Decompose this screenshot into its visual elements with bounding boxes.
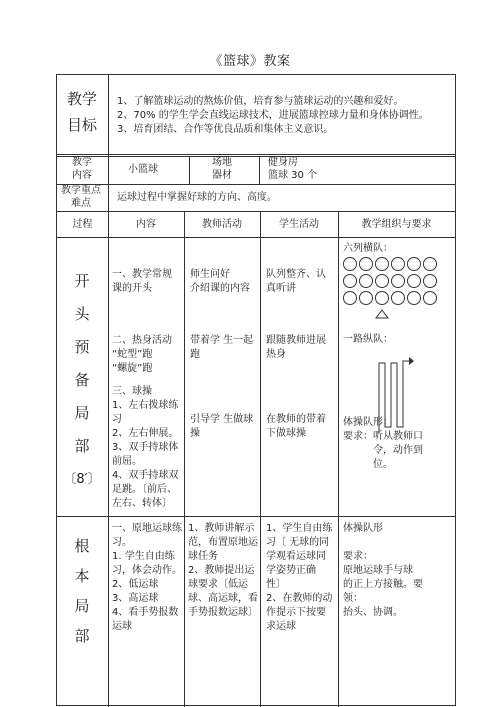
venue-value: 篮球 30 个 [268,170,318,181]
student-circle-icon [391,274,405,288]
teacher-line: 球任务 [188,551,218,562]
student-circle-icon [375,274,389,288]
content-line: 4、看手势报数 [112,607,179,618]
student-circle-icon [359,257,373,271]
stage-char: 开 [74,272,90,290]
student-circle-icon [359,291,373,305]
student-line: 下做球操 [266,428,306,439]
org-line: 抬头、协调。 [343,607,403,618]
student-circle-icon [375,291,389,305]
body-formation-label: 体操队形： [343,417,393,428]
org-line: 体操队形 [343,523,383,534]
student-line: 1、学生自由练 [266,523,333,534]
run-formation-label: 一路纵队： [343,334,393,345]
student-circle-icon [359,274,373,288]
column-header: 教师活动 [202,219,242,230]
content-line: 前屈。 [112,456,142,467]
student-line: 队列整齐、认 [266,269,326,280]
objective-item: 1、了解篮球运动的熬炼价值，培育参与篮球运动的兴趣和爱好。 [117,96,404,107]
teacher-line: 范，布置原地运 [188,537,258,548]
content-line: 左右、转体〕 [112,498,172,509]
student-line: 作提示下按要 [266,607,326,618]
student-line: 真听讲 [266,283,296,294]
content-label: 内容 [72,170,92,181]
col-divider [189,156,190,184]
org-requirement: 令，动作到 [373,445,423,456]
stage-char: 头 [74,305,90,323]
teacher-line: 球、高运球，看 [188,593,258,604]
col-divider [338,211,339,707]
lesson-plan-table [56,74,456,706]
venue-label: 器材 [212,170,232,181]
column-header: 内容 [136,219,156,230]
objectives-label: 目标 [67,116,98,134]
org-requirement: 位。 [373,459,393,470]
teacher-line: 引导学 生做球 [190,414,254,425]
venue-label: 场地 [212,157,232,168]
content-line: 一、原地运球练 [112,523,182,534]
content-line: 习，体会动作。 [112,565,182,576]
student-circle-icon [407,274,421,288]
stage-char: 根 [74,537,90,555]
content-line: 习。 [112,537,132,548]
venue-value: 健身房 [268,157,298,168]
student-circle-icon [375,257,389,271]
content-line: 三、球操 [112,386,152,397]
col-divider [259,156,260,184]
teacher-line: 跑 [190,349,200,360]
teacher-line: 1、教师讲解示 [188,523,255,534]
student-line: 求运球 [266,621,296,632]
student-line: 学姿势正确 [266,565,316,576]
student-line: 性〕 [266,579,286,590]
stage-char: 本 [74,567,90,585]
col-divider [184,211,185,707]
stage-char: 备 [74,371,90,389]
content-line: 足跳。〔前后、 [112,484,177,495]
teacher-line: 介绍课的内容 [190,283,250,294]
content-line: “螺旋”跑 [112,363,153,374]
student-circle-icon [343,291,357,305]
student-circle-icon [423,274,437,288]
org-line: 的正上方接触。要 [343,579,423,590]
column-header: 教学组织与要求 [361,219,432,230]
key-points-label: 教学重点 [61,185,101,196]
student-line: 在教师的带着 [266,414,326,425]
column-header: 学生活动 [279,219,319,230]
content-line: 1. 学生自由练 [112,551,175,562]
objective-item: 3、培育团结、合作等优良品质和集体主义意识。 [117,124,334,135]
stage-char: 局 [74,404,90,422]
student-circle-icon [423,291,437,305]
content-line: 2、左右伸展。 [112,428,179,439]
org-line: 原地运球手与球 [343,565,413,576]
objective-item: 2、70% 的学生学会直线运球技术，进展篮球控球力量和身体协调性。 [117,110,429,121]
key-points-value: 运球过程中掌握好球的方向、高度。 [117,192,277,203]
teacher-line: 带着学 生一起 [190,335,254,346]
stage-char: 预 [74,338,90,356]
student-line: 学观看运球同 [266,551,326,562]
content-line: “蛇型”跑 [112,349,153,360]
col-divider [108,75,109,707]
stage-char: 局 [74,597,90,615]
content-line: 二、热身活动 [112,335,172,346]
row-divider [57,184,455,185]
objectives-label: 教学 [67,90,98,108]
six-row-formation-diagram [343,257,443,309]
content-line: 2、低运球 [112,579,159,590]
teacher-line: 2、教师提出运 [188,565,255,576]
column-header: 过程 [72,219,93,230]
student-circle-icon [407,257,421,271]
student-circle-icon [423,257,437,271]
content-line: 4、双手持球双 [112,470,179,481]
org-line: 领： [343,593,363,604]
content-line: 课的开头 [112,283,152,294]
col-divider [260,211,261,707]
content-line: 一、教学常规 [112,269,172,280]
content-line: 习 [112,414,122,425]
content-label: 教学 [72,157,92,168]
formation-label: 六列横队： [343,243,393,254]
org-requirement: 要求：听从教师口 [343,431,423,442]
teacher-line: 操 [190,428,200,439]
student-circle-icon [407,291,421,305]
doc-title: 《篮球》教案 [209,54,291,69]
student-circle-icon [343,257,357,271]
org-line: 要求： [343,551,373,562]
student-circle-icon [343,274,357,288]
content-line: 3、双手持球体 [112,442,179,453]
content-line: 1、左右拨球练 [112,400,179,411]
student-line: 习〔 无球的同 [266,537,330,548]
student-circle-icon [391,257,405,271]
student-line: 跟随教师进展 [266,335,326,346]
stage-char: 部 [74,627,90,645]
row-divider [57,211,455,212]
content-line: 3、高运球 [112,593,159,604]
stage-char: 部 [74,437,90,455]
student-circle-icon [391,291,405,305]
row-divider [57,516,455,517]
teacher-line: 手势报数运球〕 [188,607,258,618]
row-divider [57,237,455,238]
row-divider [57,154,455,155]
teacher-line: 师生问好 [190,269,230,280]
teacher-triangle-icon [375,309,389,319]
key-points-label: 难点 [71,198,91,209]
stage-duration: 〔8′〕 [63,472,101,487]
teacher-line: 球要求〔低运 [188,579,248,590]
student-line: 热身 [266,349,286,360]
row-divider [57,156,455,157]
content-value: 小篮球 [128,164,158,175]
content-line: 运球 [112,621,132,632]
student-line: 2、在教师的动 [266,593,333,604]
